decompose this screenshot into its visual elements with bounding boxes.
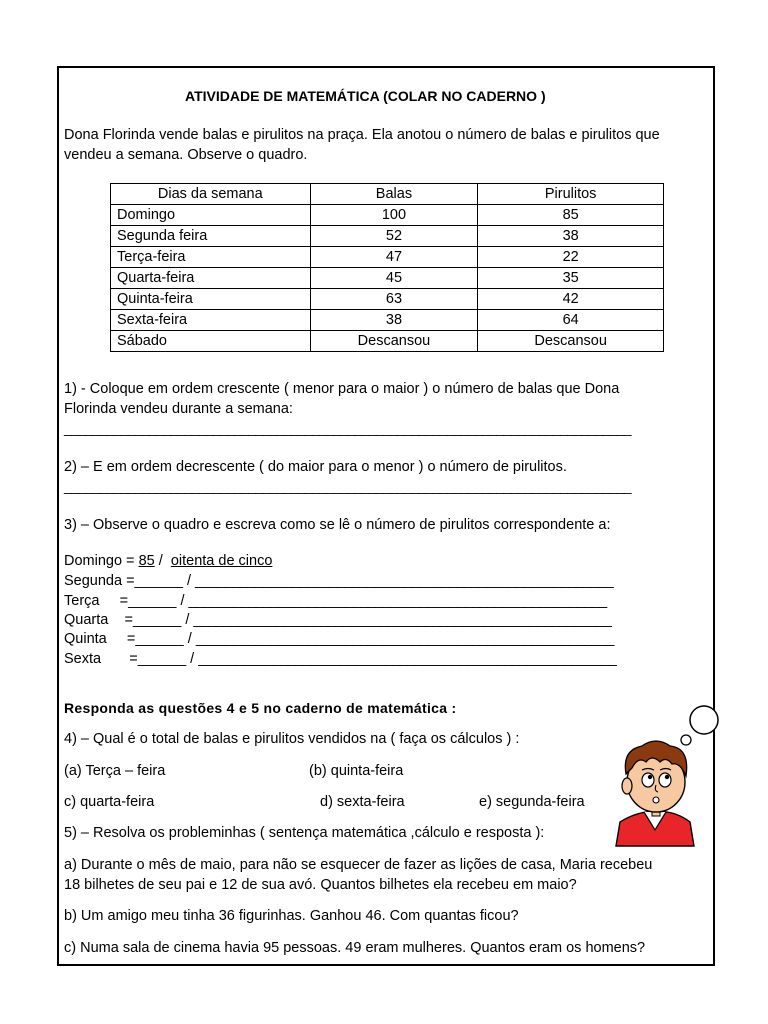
q4-item-b: (b) quinta-feira [309, 763, 404, 779]
pirulitos-cell: 85 [478, 205, 664, 226]
reading-answer-line[interactable]: ________________________________________________________ [195, 631, 614, 647]
reading-label: Quarta =______ / [64, 612, 194, 628]
reading-row-quarta[interactable] [64, 612, 611, 628]
example-separator: / [154, 553, 171, 569]
reading-answer-line[interactable]: ________________________________________________________ [188, 593, 607, 609]
balas-cell: Descansou [310, 331, 478, 352]
balas-cell: 47 [310, 247, 478, 268]
pirulitos-cell: 42 [478, 289, 664, 310]
day-cell: Sexta-feira [111, 310, 311, 331]
header-pirulitos: Pirulitos [478, 184, 664, 205]
example-label: Domingo = [64, 553, 139, 569]
table-row [111, 331, 664, 352]
section-header: Responda as questões 4 e 5 no caderno de matemática : [64, 700, 457, 716]
reading-answer-line[interactable]: ________________________________________________________ [198, 651, 617, 667]
question-2-answer-line[interactable]: ________________________________________________________________________________ [64, 478, 631, 494]
question-1-line-1: 1) - Coloque em ordem crescente ( menor para o maior ) o número de balas que Dona [64, 381, 620, 397]
question-3: 3) – Observe o quadro e escreva como se lê o número de pirulitos correspondente a: [64, 517, 611, 533]
question-1-line-2: Florinda vendeu durante a semana: [64, 401, 293, 417]
reading-label: Segunda =______ / [64, 573, 196, 589]
pirulitos-cell: 64 [478, 310, 664, 331]
reading-label: Terça =______ / [64, 593, 189, 609]
thinking-boy-illustration [608, 690, 726, 848]
intro-line-1: Dona Florinda vende balas e pirulitos na praça. Ela anotou o número de balas e pirulitos que [64, 127, 660, 143]
day-cell: Domingo [111, 205, 311, 226]
reading-answer-line[interactable]: ________________________________________________________ [193, 612, 612, 628]
table-row [111, 310, 664, 331]
intro-line-2: vendeu a semana. Observe o quadro. [64, 147, 308, 163]
pirulitos-cell: 22 [478, 247, 664, 268]
table-row [111, 226, 664, 247]
q4-item-e: e) segunda-feira [479, 794, 585, 810]
day-cell: Terça-feira [111, 247, 311, 268]
q5a-line-2: 18 bilhetes de seu pai e 12 de sua avó. Quantos bilhetes ela recebeu em maio? [64, 877, 577, 893]
pirulitos-cell: 35 [478, 268, 664, 289]
pirulitos-cell: 38 [478, 226, 664, 247]
question-4: 4) – Qual é o total de balas e pirulitos vendidos na ( faça os cálculos ) : [64, 731, 520, 747]
worksheet-title: ATIVIDADE DE MATEMÁTICA (COLAR NO CADERNO ) [185, 88, 546, 104]
reading-answer-line[interactable]: ________________________________________________________ [195, 573, 614, 589]
example-words: oitenta de cinco [170, 553, 273, 569]
question-1-answer-line[interactable]: ________________________________________________________________________________ [64, 420, 631, 436]
reading-row-quinta[interactable] [64, 631, 614, 647]
table-header-row [111, 184, 664, 205]
q5b: b) Um amigo meu tinha 36 figurinhas. Ganhou 46. Com quantas ficou? [64, 908, 519, 924]
day-cell: Quarta-feira [111, 268, 311, 289]
table-row [111, 205, 664, 226]
table-row [111, 268, 664, 289]
balas-cell: 38 [310, 310, 478, 331]
day-cell: Quinta-feira [111, 289, 311, 310]
reading-row-segunda[interactable] [64, 573, 613, 589]
day-cell: Segunda feira [111, 226, 311, 247]
header-balas: Balas [310, 184, 478, 205]
shirt [616, 812, 694, 846]
reading-row-sexta[interactable] [64, 651, 616, 667]
reading-label: Sexta =______ / [64, 651, 199, 667]
balas-cell: 45 [310, 268, 478, 289]
question-2: 2) – E em ordem decrescente ( do maior para o menor ) o número de pirulitos. [64, 459, 567, 475]
reading-label: Quinta =______ / [64, 631, 196, 647]
q5c: c) Numa sala de cinema havia 95 pessoas. 49 eram mulheres. Quantos eram os homens? [64, 940, 646, 956]
q5a-line-1: a) Durante o mês de maio, para não se esquecer de fazer as lições de casa, Maria recebeu [64, 857, 653, 873]
table-row [111, 247, 664, 268]
thought-bubble [675, 706, 718, 755]
reading-example-row [64, 553, 272, 569]
question-5: 5) – Resolva os probleminhas ( sentença matemática ,cálculo e resposta ): [64, 825, 545, 841]
q4-item-a: (a) Terça – feira [64, 763, 166, 779]
day-cell: Sábado [111, 331, 311, 352]
example-number: 85 [138, 553, 155, 569]
sales-table [110, 183, 664, 352]
pirulitos-cell: Descansou [478, 331, 664, 352]
reading-row-terca[interactable] [64, 593, 607, 609]
header-days: Dias da semana [111, 184, 311, 205]
q4-item-c: c) quarta-feira [64, 794, 155, 810]
table-row [111, 289, 664, 310]
balas-cell: 52 [310, 226, 478, 247]
q4-item-d: d) sexta-feira [320, 794, 405, 810]
balas-cell: 63 [310, 289, 478, 310]
balas-cell: 100 [310, 205, 478, 226]
